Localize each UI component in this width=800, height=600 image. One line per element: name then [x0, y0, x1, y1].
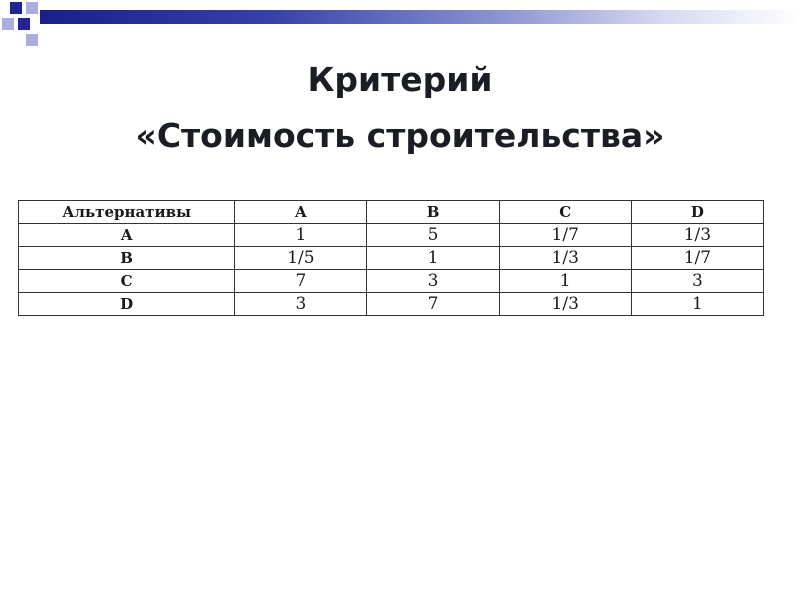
table-cell: 1/3: [499, 293, 631, 316]
table-cell: 5: [367, 224, 499, 247]
column-header: B: [367, 201, 499, 224]
table-cell: 1: [499, 270, 631, 293]
row-header: A: [19, 224, 235, 247]
row-header: B: [19, 247, 235, 270]
decor-square: [26, 34, 38, 46]
header-decoration: [0, 0, 60, 52]
table-cell: 1/7: [631, 247, 763, 270]
table-header-row: [19, 201, 764, 224]
decor-square: [18, 18, 30, 30]
comparison-matrix-table: [18, 200, 764, 316]
row-header: D: [19, 293, 235, 316]
table-cell: 1: [235, 224, 367, 247]
decor-square: [26, 2, 38, 14]
table-cell: 1: [367, 247, 499, 270]
table-cell: 3: [235, 293, 367, 316]
table-cell: 7: [235, 270, 367, 293]
decor-square: [2, 18, 14, 30]
table-row: [19, 270, 764, 293]
column-header: A: [235, 201, 367, 224]
table-cell: 1/5: [235, 247, 367, 270]
table-cell: 3: [631, 270, 763, 293]
title-line-1: Критерий: [307, 60, 493, 99]
slide-title: [0, 52, 800, 164]
column-header: C: [499, 201, 631, 224]
table-row: [19, 224, 764, 247]
table-cell: 1: [631, 293, 763, 316]
corner-header-cell: Альтернативы: [19, 201, 235, 224]
row-header: C: [19, 270, 235, 293]
table-cell: 1/7: [499, 224, 631, 247]
table-row: [19, 247, 764, 270]
decor-square: [10, 2, 22, 14]
comparison-table-wrapper: [18, 200, 764, 316]
table-cell: 1/3: [499, 247, 631, 270]
table-cell: 1/3: [631, 224, 763, 247]
title-line-2: «Стоимость строительства»: [135, 116, 665, 155]
header-bar: [40, 10, 800, 24]
table-row: [19, 293, 764, 316]
column-header: D: [631, 201, 763, 224]
table-cell: 7: [367, 293, 499, 316]
table-cell: 3: [367, 270, 499, 293]
